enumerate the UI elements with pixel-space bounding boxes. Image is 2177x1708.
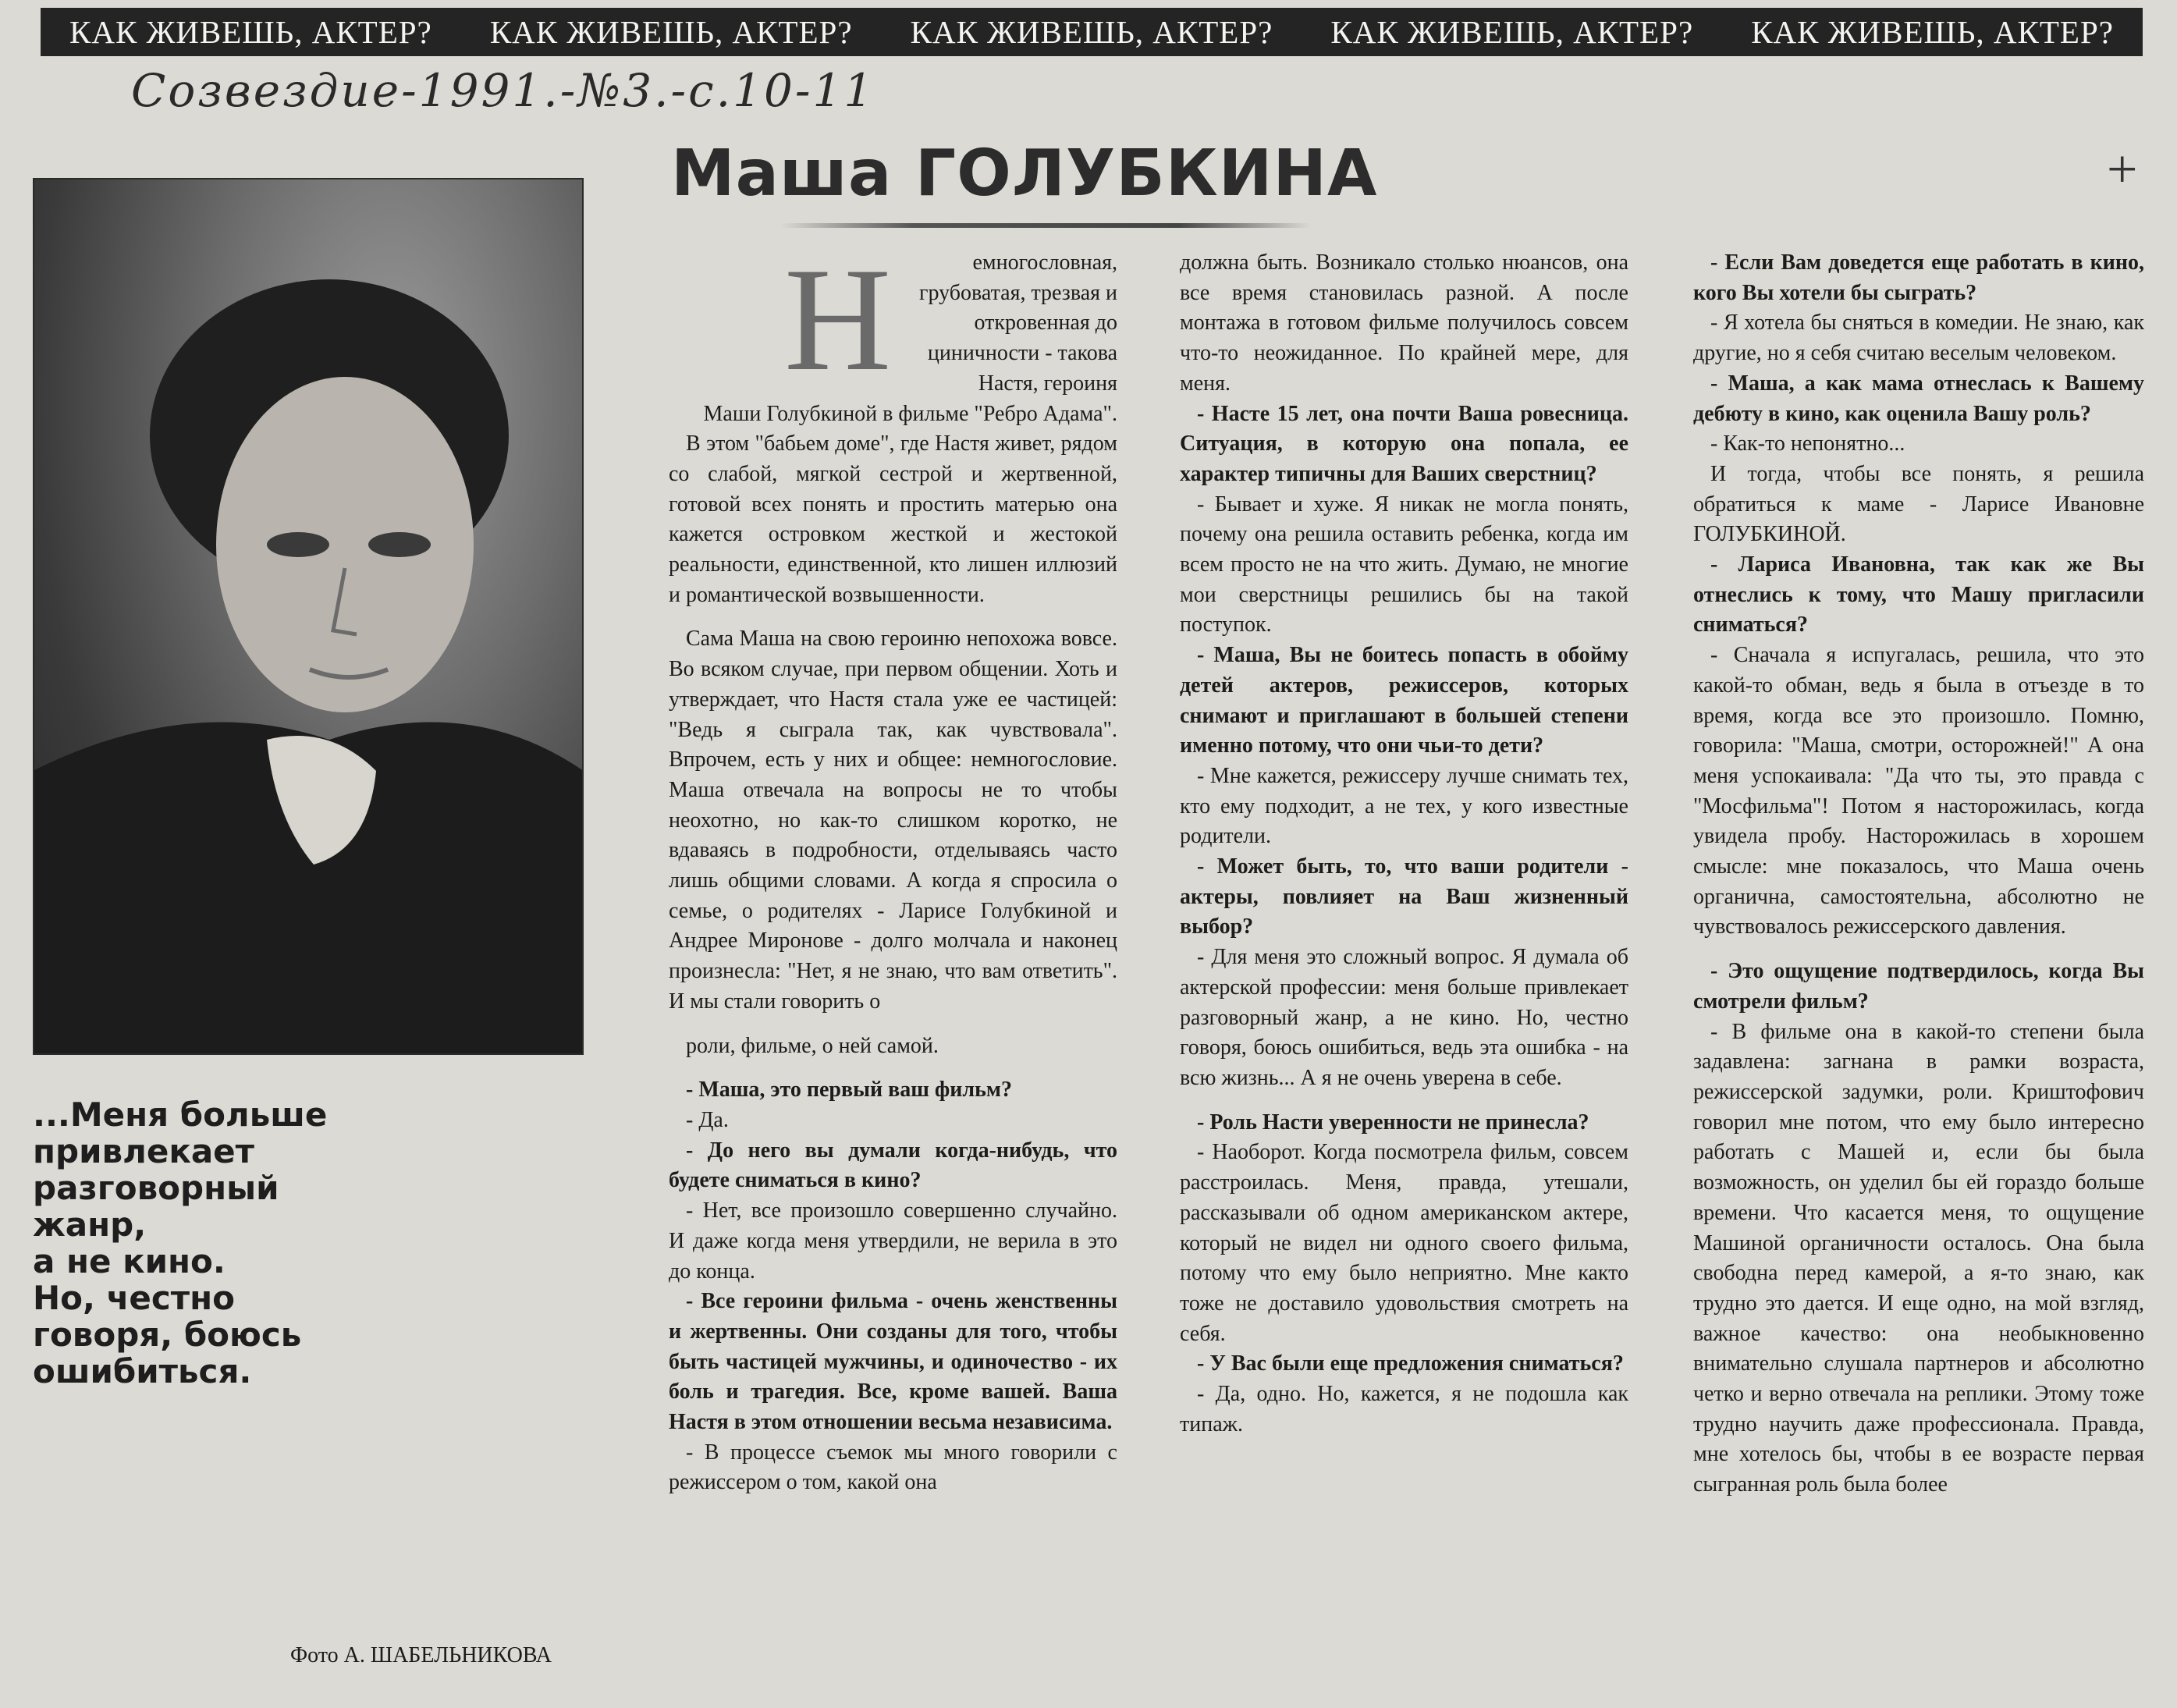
interview-answer: - В фильме она в какой-то степени была задавлена: загнана в рамки возраста, режиссерской задумки, роли. Криштофович говорил мне потом, что ему было интересно работать с Машей и, если бы была возможность, он уделил бы ей гораздо больше времени. Что касается меня, то ощущение Машиной органичности осталось. Она была свободна перед камерой, а я-то знаю, как трудно это дается. И еще одно, на мой взгляд, важное качество: она необыкновенно внимательно слушала партнеров и абсолютно четко и верно отвечала на реплики. Этому тоже трудно научить даже профессионала. Правда, мне хотелось бы, чтобы в ее возрасте первая сыгранная роль была более	[1693, 1019, 2144, 1497]
interview-question: - Лариса Ивановна, так как же Вы отнеслись к тому, что Машу пригласили сниматься?	[1693, 552, 2144, 637]
portrait-illustration	[33, 178, 584, 1055]
interview-answer: - Да, одно. Но, кажется, я не подошла как типаж.	[1180, 1382, 1628, 1436]
interview-answer: - Нет, все произошло совершенно случайно. И даже когда меня утвердили, не верила в это до конца.	[669, 1198, 1117, 1284]
photo-credit: Фото А. ШАБЕЛЬНИКОВА	[290, 1643, 552, 1667]
interview-answer: - Сначала я испугалась, решила, что это какой-то обман, ведь я была в отъезде в то время, когда все это произошло. Помню, говорила: "Маша, смотри, осторожней!" А она меня успокаивала: "Да что ты, это правда с "Мосфильма"! Потом я насторожилась, когда увидела пробу. Насторожилась в хорошем смысле: мне показалось, что Маша очень органична, самостоятельна, абсолютно не чувствовалось режиссерского давления.	[1693, 643, 2144, 939]
portrait-photo	[33, 178, 584, 1055]
interview-question: - Маша, это первый ваш фильм?	[686, 1078, 1012, 1103]
interview-question: - До него вы думали когда-нибудь, что будете сниматься в кино?	[669, 1138, 1117, 1193]
interview-answer: - Да.	[686, 1107, 729, 1132]
interview-question: - Все героини фильма - очень женственны и жертвенны. Они созданы для того, чтобы быть частицей мужчины, и одиночество - их боль и трагедия. Все, кроме вашей. Ваша Настя в этом отношении весьма независима.	[669, 1289, 1117, 1435]
pull-quote: ...Меня больше привлекает разговорный жанр, а не кино. Но, честно говоря, боюсь ошибиться.	[33, 1095, 328, 1390]
banner-text: КАК ЖИВЕШЬ, АКТЕР?	[1751, 14, 2114, 50]
interview-question: - У Вас были еще предложения сниматься?	[1197, 1351, 1624, 1376]
body-paragraph: Сама Маша на свою героиню непохожа вовсе. Во всяком случае, при первом общении. Хоть и утверждает, что Настя стала уже ее частицей: "Ведь я сыграла так, как чувствовала". Впрочем, есть у них и общее: немногословие. Маша отвечала на вопросы не то чтобы неохотно, но как-то слишком коротко, не вдаваясь в подробности, отделываясь часто лишь общими словами. А когда я спросила о семье, о родителях - Ларисе Голубкиной и Андрее Миронове - долго молчала и наконец произнесла: "Нет, я не знаю, что вам ответить". И мы стали говорить о	[669, 627, 1117, 1014]
article-column-1	[669, 238, 1117, 1498]
banner-text: КАК ЖИВЕШЬ, АКТЕР?	[489, 14, 853, 50]
banner-text: КАК ЖИВЕШЬ, АКТЕР?	[69, 14, 432, 50]
article-column-3	[1693, 248, 2144, 1500]
interview-question: - Роль Насти уверенности не принесла?	[1197, 1110, 1589, 1135]
interview-answer: - Для меня это сложный вопрос. Я думала об актерской профессии: меня больше привлекает разговорный жанр, а не кино. Но, честно говоря, боюсь ошибиться, ведь эта ошибка - на всю жизнь... А я не очень уверена в себе.	[1180, 945, 1628, 1090]
interview-question: - Это ощущение подтвердилось, когда Вы смотрели фильм?	[1693, 959, 2144, 1014]
interview-answer: - Наоборот. Когда посмотрела фильм, совсем расстроилась. Меня, правда, утешали, рассказывали об одном американском актере, который не видел ни одного своего фильма, потому что ему было неприятно. Мне както тоже не доставило удовольствия смотреть на себя.	[1180, 1140, 1628, 1346]
interview-question: - Маша, Вы не боитесь попасть в обойму детей актеров, режиссеров, которых снимают и приглашают в большей степени именно потому, что они чьи-то дети?	[1180, 643, 1628, 758]
title-underline	[780, 223, 1311, 228]
body-paragraph: роли, фильме, о ней самой.	[686, 1033, 939, 1058]
article-column-2	[1180, 248, 1628, 1440]
banner-text: КАК ЖИВЕШЬ, АКТЕР?	[1330, 14, 1694, 50]
body-paragraph: И тогда, чтобы все понять, я решила обратиться к маме - Ларисе Ивановне ГОЛУБКИНОЙ.	[1693, 461, 2144, 547]
article-title: Маша ГОЛУБКИНА	[671, 137, 1378, 211]
section-banner	[41, 8, 2143, 56]
interview-answer: - Бывает и хуже. Я никак не могла понять, почему она решила оставить ребенка, когда им всем просто не на что жить. Думаю, не многие мои сверстницы решились бы на такой поступок.	[1180, 492, 1628, 637]
banner-text: КАК ЖИВЕШЬ, АКТЕР?	[910, 14, 1273, 50]
interview-question: - Может быть, то, что ваши родители - актеры, повлияет на Ваш жизненный выбор?	[1180, 854, 1628, 939]
drop-cap: Н	[784, 238, 892, 402]
interview-answer: должна быть. Возникало столько нюансов, она все время становилась разной. А после монтажа в готовом фильме получилось совсем что-то неожиданное. По крайней мере, для меня.	[1180, 250, 1628, 396]
corner-mark: +	[2107, 140, 2138, 200]
body-paragraph: В этом "бабьем доме", где Настя живет, рядом со слабой, мягкой сестрой и жертвенной, готовой всех понять и простить матерью она кажется островком жесткой и жестокой реальности, единственной, кто лишен иллюзий и романтической возвышенности.	[669, 431, 1117, 607]
intro-paragraph: емногословная, грубоватая, трезвая и откровенная до циничности - такова Настя, героиня Маши Голубкиной в фильме "Ребро Адама".	[703, 250, 1117, 426]
interview-answer: - Мне кажется, режиссеру лучше снимать тех, кто ему подходит, а не тех, у кого известные родители.	[1180, 763, 1628, 849]
handwritten-citation: Созвездие-1991.-№3.-с.10-11	[131, 64, 875, 117]
interview-answer: - Я хотела бы сняться в комедии. Не знаю, как другие, но я себя считаю веселым человеком.	[1693, 311, 2144, 366]
interview-answer: - Как-то непонятно...	[1710, 431, 1905, 456]
interview-question: - Маша, а как мама отнеслась к Вашему дебюту в кино, как оценила Вашу роль?	[1693, 371, 2144, 426]
interview-question: - Насте 15 лет, она почти Ваша ровесница. Ситуация, в которую она попала, ее характер типичны для Ваших сверстниц?	[1180, 401, 1628, 486]
interview-question: - Если Вам доведется еще работать в кино, кого Вы хотели бы сыграть?	[1693, 250, 2144, 305]
interview-answer: - В процессе съемок мы много говорили с режиссером о том, какой она	[669, 1440, 1117, 1495]
